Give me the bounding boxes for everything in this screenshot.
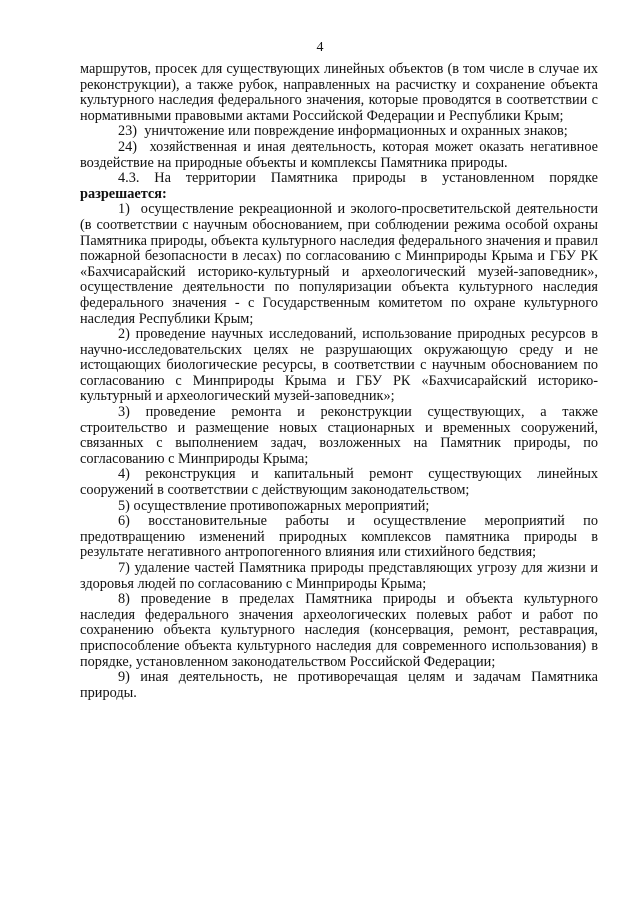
list-item-5: 5) осуществление противопожарных мероприятий; bbox=[118, 497, 430, 514]
list-item-4: 4) реконструкция и капитальный ремонт существующих линейных сооружений в соответствии с действующим законодательством; bbox=[80, 466, 598, 499]
list-item-3: 3) проведение ремонта и реконструкции существующих, а также строительство и размещение новых стационарных и временных сооружений, связанных с выполнением задач, возложенных на Памятник природы, по согласованию с Минприроды Крыма; bbox=[80, 404, 598, 467]
paragraph-item-23: 23) уничтожение или повреждение информационных и охранных знаков; bbox=[118, 123, 568, 140]
list-item-1: 1) осуществление рекреационной и эколого-просветительской деятельности (в соответствии с научным обоснованием, при соблюдении режима особой охраны Памятника природы, объекта культурного наследия федерального значения и правил пожарной безопасности в лесах) по согласованию с Минприроды Крыма и ГБУ РК «Бахчисарайский историко-культурный и археологический музей-заповедник», осуществление деятельности по популяризации объекта культурного наследия федерального значения - с Государственным комитетом по охране культурного наследия Республики Крым; bbox=[80, 201, 598, 327]
paragraph-item-24: 24) хозяйственная и иная деятельность, которая может оказать негативное воздействие на природные объекты и комплексы Памятника природы. bbox=[80, 138, 598, 171]
list-item-7: 7) удаление частей Памятника природы представляющих угрозу для жизни и здоровья людей по согласованию с Минприроды Крыма; bbox=[80, 560, 598, 592]
list-item-2: 2) проведение научных исследований, использование природных ресурсов в научно-исследовательских целях не разрушающих окружающую среду и не истощающих биологические ресурсы, в соответствии с научным обоснованием по согласованию с Минприроды Крыма и ГБУ РК «Бахчисарайский историко-культурный и археологический музей-заповедник»; bbox=[80, 326, 598, 405]
section-4-3-bold: разрешается: bbox=[80, 185, 167, 202]
list-item-8: 8) проведение в пределах Памятника природы и объекта культурного наследия федерального значения археологических полевых работ и работ по сохранению объекта культурного наследия (консервация, ремонт, реставрация, приспособление объекта культурного наследия для современного использования) в порядке, установленном законодательством Российской Федерации; bbox=[80, 591, 598, 670]
section-4-3-text: 4.3. На территории Памятника природы в установленном порядке bbox=[118, 170, 598, 187]
paragraph-continuation: маршрутов, просек для существующих линейных объектов (в том числе в случае их реконструкции), а также рубок, направленных на расчистку и сохранение объекта культурного наследия федерального значения, которые проводятся в соответствии с нормативными правовыми актами Российской Федерации и Республики Крым; bbox=[80, 61, 598, 124]
document-body bbox=[80, 62, 598, 701]
section-4-3 bbox=[80, 171, 598, 202]
list-item-6: 6) восстановительные работы и осуществление мероприятий по предотвращению изменений природных комплексов памятника природы в результате негативного антропогенного влияния или стихийного бедствия; bbox=[80, 513, 598, 561]
page-number: 4 bbox=[316, 40, 324, 55]
list-item-9: 9) иная деятельность, не противоречащая целям и задачам Памятника природы. bbox=[80, 669, 598, 701]
